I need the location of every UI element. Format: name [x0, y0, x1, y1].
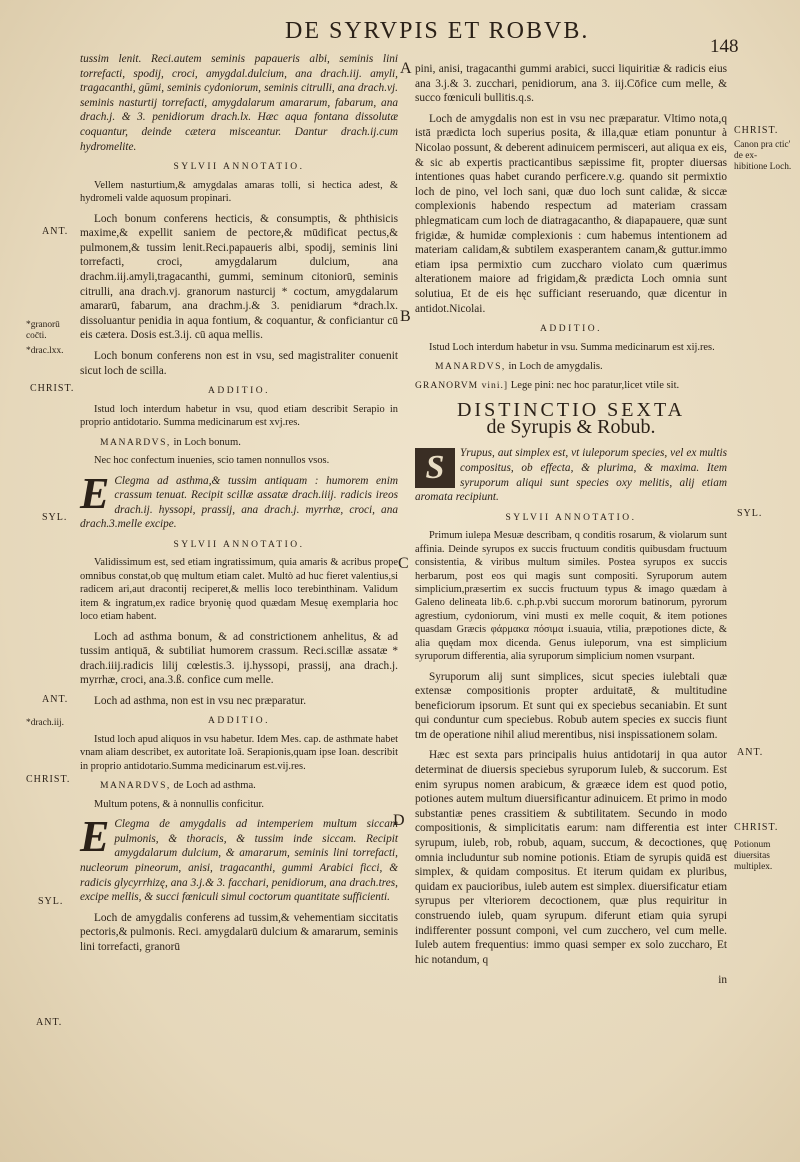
syrupus-definition-text: Yrupus, aut simplex est, vt iuleporum species, vel ex multis compositus, ob effecta, & plurima, & maxima. Item syruporum aliqui sunt species oxy melitis, alij etiam aromata recipiunt. — [415, 447, 727, 504]
annotation-heading: SYLVII ANNOTATIO. — [505, 512, 637, 523]
margin-ant-1: ANT. — [42, 226, 69, 237]
margin-note-potionum: Potionum diuersitas multiplex. — [734, 840, 773, 872]
annotation-text: Primum iulepa Mesuæ describam, q conditis rosarum, & violarum sunt affinia. Deinde syrupos ex succis fructuum conditis quibusdam fructuum consistentia, & viribus multum similes. Postea syrupos ex succis herbarum, post eos qui magis sunt compositi. Syruporum autem simplicium,præsertim ex succis fructuum typus & imago quædam à Galeno delineata lib.6. c.ph.p.vbi succum mororum batinorum, pyrorum agrestium, cydoniorum, vini musti ex melle coquit, & item potiones quasdam Græcis φάρμακα πόσιμα i.suauia, vtilia, præpotiones dicte, & alia quędam mox dicenda. Genus iuleporum, vna est simplicium syruporum differentia, alia syruporum simplicium nomen vsurpant. — [415, 530, 727, 663]
margin-ant-4: ANT. — [737, 747, 764, 758]
syruporum-paragraph: Syruporum alij sunt simplices, sicut species iulebtali quæ extensæ compositionis propter arduitatē, & multitudine beneficiorum ipsorum. Et sunt qui ex speciebus secaniabin. Et sunt qui conduntur cum speciebus. Robub autem species ex succis fiunt tm de operatione nihil aliud merentibus, nisi inspissationem solam. — [415, 670, 727, 741]
loch-amygdalis-paragraph: Loch de amygdalis conferens ad tussim,& vehementiam siccitatis pectoris,& pulmonis. Reci. amygdalarū dulcium & amararum, seminis lini torrefacti, granorū — [80, 911, 398, 954]
manardus-text: Multum potens, & à nonnullis conficitur. — [94, 798, 264, 810]
granorum-line — [415, 379, 727, 394]
margin-note-drach: *drach.iij. — [26, 718, 65, 728]
drop-cap-s: S — [415, 448, 455, 488]
margin-christ-2: CHRIST. — [26, 774, 71, 785]
right-column — [415, 62, 727, 988]
section-letter-a: A — [400, 60, 412, 77]
margin-syl-2: SYL. — [38, 896, 64, 907]
additio-heading: ADDITIO. — [208, 716, 270, 727]
eclegma-paragraph — [80, 468, 398, 532]
granorum-note: Lege pini: nec hoc paratur,licet vtile sit. — [510, 379, 680, 391]
manardus-line — [435, 360, 727, 375]
recipe-continuation: pini, anisi, tragacanthi gummi arabici, succi liquiritiæ & radicis eius ana 3.j.& 3. zucchari, penidiorum, ana 3. iij.Cōfice cum melle, & succo fœniculi bullitis.q.s. — [415, 63, 727, 105]
manardus-line — [100, 779, 398, 794]
margin-christ-3: CHRIST. — [734, 822, 779, 833]
margin-christ-canon: CHRIST. — [734, 125, 779, 136]
margin-note-granorum: *granorū coc̄ti. — [26, 320, 60, 341]
additio-text: Istud loch interdum habetur in vsu, quod etiam describit Serapio in proprio antidotario. Summa medicinarum est xvj.res. — [80, 403, 398, 429]
eclegma-amygdalis-paragraph — [80, 812, 398, 905]
additio-heading: ADDITIO. — [540, 324, 602, 335]
additio-text: Istud loch apud aliquos in vsu habetur. Idem Mes. cap. de asthmate habet vnam aliam describet, ex autoritate Ioā. Serapionis,quam ipse Ioan. describit in proprio antidotario.Summa medicinarum est.vij.res. — [80, 734, 398, 772]
manardus-topic: in Loch bonum. — [173, 436, 241, 448]
manardus-topic: de Loch ad asthma. — [173, 780, 256, 792]
section-letter-d: D — [393, 812, 405, 829]
additio-heading: ADDITIO. — [208, 386, 270, 397]
christ-paragraph: Loch bonum conferens non est in vsu, sed magistraliter conuenit sicut loch de scilla. — [80, 349, 398, 377]
page-number: 148 — [710, 36, 739, 57]
loch-asthma-paragraph: Loch ad asthma bonum, & ad constrictionem anhelitus, & ad tussim antiquā, & subtiliat humorem crassum. Reci.scillæ assatæ * drach.iiij.radicis lilij cœlestis.3. ij.hyssopi, prassij, ana drach.j. myrrhæ, croci, ana.3.ß. confice cum melle. — [80, 630, 398, 687]
granorum-lemma: GRANORVM vini.] — [415, 379, 509, 391]
annotation-heading: SYLVII ANNOTATIO. — [173, 539, 305, 550]
margin-note-canon: Canon pra ctic' de ex- hibitione Loch. — [734, 140, 792, 172]
additio-text: Istud Loch interdum habetur in vsu. Summa medicinarum est xij.res. — [429, 341, 715, 353]
sexta-pars-paragraph: Hæc est sexta pars principalis huius antidotarij in qua autor determinat de diuersis speciebus syruporum Iuleb, & succorum. Est enim syrupus nomen arabicum, & grææce idem est quod potio, potiones autem multum diuersificantur adinuicem. Et primo in modo substantiæ penes crassitiem & subtilitatem. Secundo in modo compositionis, & simplicitatis earum: nam differentia est inter syrupum, iuleb, rob, robub, aquam, succum, & decoctiones, quę omnia includuntur sub nomine potionis. Etiam de syrupis quidā est simplex, & quidam compositus. Et iterum quidam ex pluribus, quidam ex paucioribus, iuleb autem est simplex. diuersificatur etiam syrupus per vlteriorem decoctionem, quæ plus requiritur in construendo iuleb, quam syrupum. diferunt etiam quia syrupi indifferenter possunt componi, vel cum zucchero, vel cum melle. Iuleb autem frequentius: immo quasi semper ex solo zuccharo, Et hic notandum, q — [415, 749, 727, 966]
eclegma-amygdalis-text: Clegma de amygdalis ad intemperiem multum siccam pulmonis, & thoracis, & tussim inde siccam. Recipit amygdalarum dulcium, & amararum, seminis lini torrefacti, nucleorum pineorum, anisi, tragacanthi, gummi Arabici ficci, & radicis glycyrrhizę, ana 3.j.& 3. facchari, penidiorum, ana drach.tres, excipe mellis, & succi fœniculi simul coctorum quantitate sufficienti. — [80, 818, 398, 904]
running-head: DE SYRVPIS ET ROBVB. — [285, 18, 590, 44]
manardus-text: Nec hoc confectum inuenies, scio tamen nonnullos vsos. — [94, 455, 330, 467]
margin-ant-2: ANT. — [42, 694, 69, 705]
syrupus-definition — [415, 446, 727, 504]
drop-cap-e: E — [80, 468, 110, 518]
section-letter-c: C — [398, 555, 409, 572]
margin-note-drac: *drac.lxx. — [26, 346, 64, 356]
manardus-topic: in Loch de amygdalis. — [508, 361, 603, 373]
manardus-name: MANARDVS, — [100, 780, 171, 792]
margin-syl-3: SYL. — [737, 508, 763, 519]
chapter-subtitle: de Syrupis & Robub. — [486, 415, 656, 438]
recipe-paragraph: tussim lenit. Reci.autem seminis papaueris albi, seminis lini torrefacti, spodij, croci, amygdal.dulcium, ana drach.iij. amyli, tragacanthi, gūmi, seminis cydoniorum, seminis citrulli, ana drach.vj. seminis nasturtij torrefacti, amygdalarum amararum, fabarum, ana drach.j. & 3. penidiorum drach.lx. Hæc aqua fontana dissolutæ coquantur, deinde cætera misceantur. Dantur drach.ij.cum hydromelite. — [80, 53, 398, 153]
margin-christ-1: CHRIST. — [30, 383, 75, 394]
margin-syl-1: SYL. — [42, 512, 68, 523]
loch-amygdalis-note: Loch de amygdalis non est in vsu nec præparatur. Vltimo nota,q istā prædicta loch superius posita, & illa,quæ etiam ponuntur à Nicolao possunt, & deberent adinuicem permisceri, aut aliqua ex eis, & sic ab expertis practicantibus sæpissime fit, propter diuersas intentiones quas habet curando perficere.v.g. quando sit permixtio loch de pino, vel loch sani, quæ duo loch sunt calidæ, & siccæ complexionis habendo respectum ad materiam crassam phlegmaticam cum loch de diatragacantho, & diapapauere, quæ sunt frigidæ, & humidæ complexionis : cum habemus intentionem ad materiam calidam,& subtilem exasperantem canam,& guttur.immo etiam ipsa permixtio cum zuccharo violato cum quærimus alterationem maiore ad frigidam,& prædicta Loch omnia sunt solutiua, Et de eis hęc sufficiant reseruando, quæ dicentur in antidot.Nicolai. — [415, 112, 727, 315]
annotation-heading: SYLVII ANNOTATIO. — [173, 162, 305, 173]
eclegma-text: Clegma ad asthma,& tussim antiquam : humorem enim crassum tenuat. Recipit scillæ assatæ drach.iiij. radicis ireos drach.ij. hyssopi, prassij, ana drach.j. myrrhæ, croci, ana drach.3.melle excipe. — [80, 474, 398, 531]
manardus-name: MANARDVS, — [435, 361, 506, 373]
section-letter-b: B — [400, 308, 411, 325]
chapter-title: DISTINCTIO SEXTA — [456, 399, 686, 422]
manardus-line — [100, 436, 398, 451]
manardus-name: MANARDVS, — [100, 436, 171, 448]
drop-cap-e: E — [80, 812, 110, 862]
left-column — [80, 52, 398, 961]
annotation-text: Validissimum est, sed etiam ingratissimum, quia amaris & acribus prope omnibus constat,ob quę multum etiam calet. Multò ad huc fieret valentius,si radicem ari,aut dracontij reciperet,& mellis loco terebinthinam. Validum item & ingratum,ex radice bryonię quod quædam Mesuę exemplaria hoc loco etiam habent. — [80, 557, 398, 623]
catchword: in — [718, 974, 727, 987]
christ-paragraph: Loch ad asthma, non est in vsu nec præparatur. — [94, 694, 307, 707]
annotation-text: Vellem nasturtium,& amygdalas amaras tolli, si hectica adest, & hydromeli valde aquosum propinari. — [80, 179, 398, 205]
margin-ant-3: ANT. — [36, 1017, 63, 1028]
loch-bonum-paragraph: Loch bonum conferens hecticis, & consumptis, & phthisicis maxime,& expellit saniem de pectore,& mūdificat pectus,& pulmonem,& tussim lenit.Reci.papaueris albi, spodij, seminis lini torrefacti, croci, amygdalarum dulcium, ana drachm.iij.amyli,tragacanthi, gummi, seminum citoniorū, seminis citrulli, ana drach.vj. granorum nasturcij * coctum, amygdalarum amararū, fabarum, ana drachm.j.& 3. penidiarum *drach.lx. dissoluantur penidia in aqua fontium, & coquantur, & conficiantur cū eis cætera. Dosis est.3.ij. cū aqua mellis. — [80, 212, 398, 342]
